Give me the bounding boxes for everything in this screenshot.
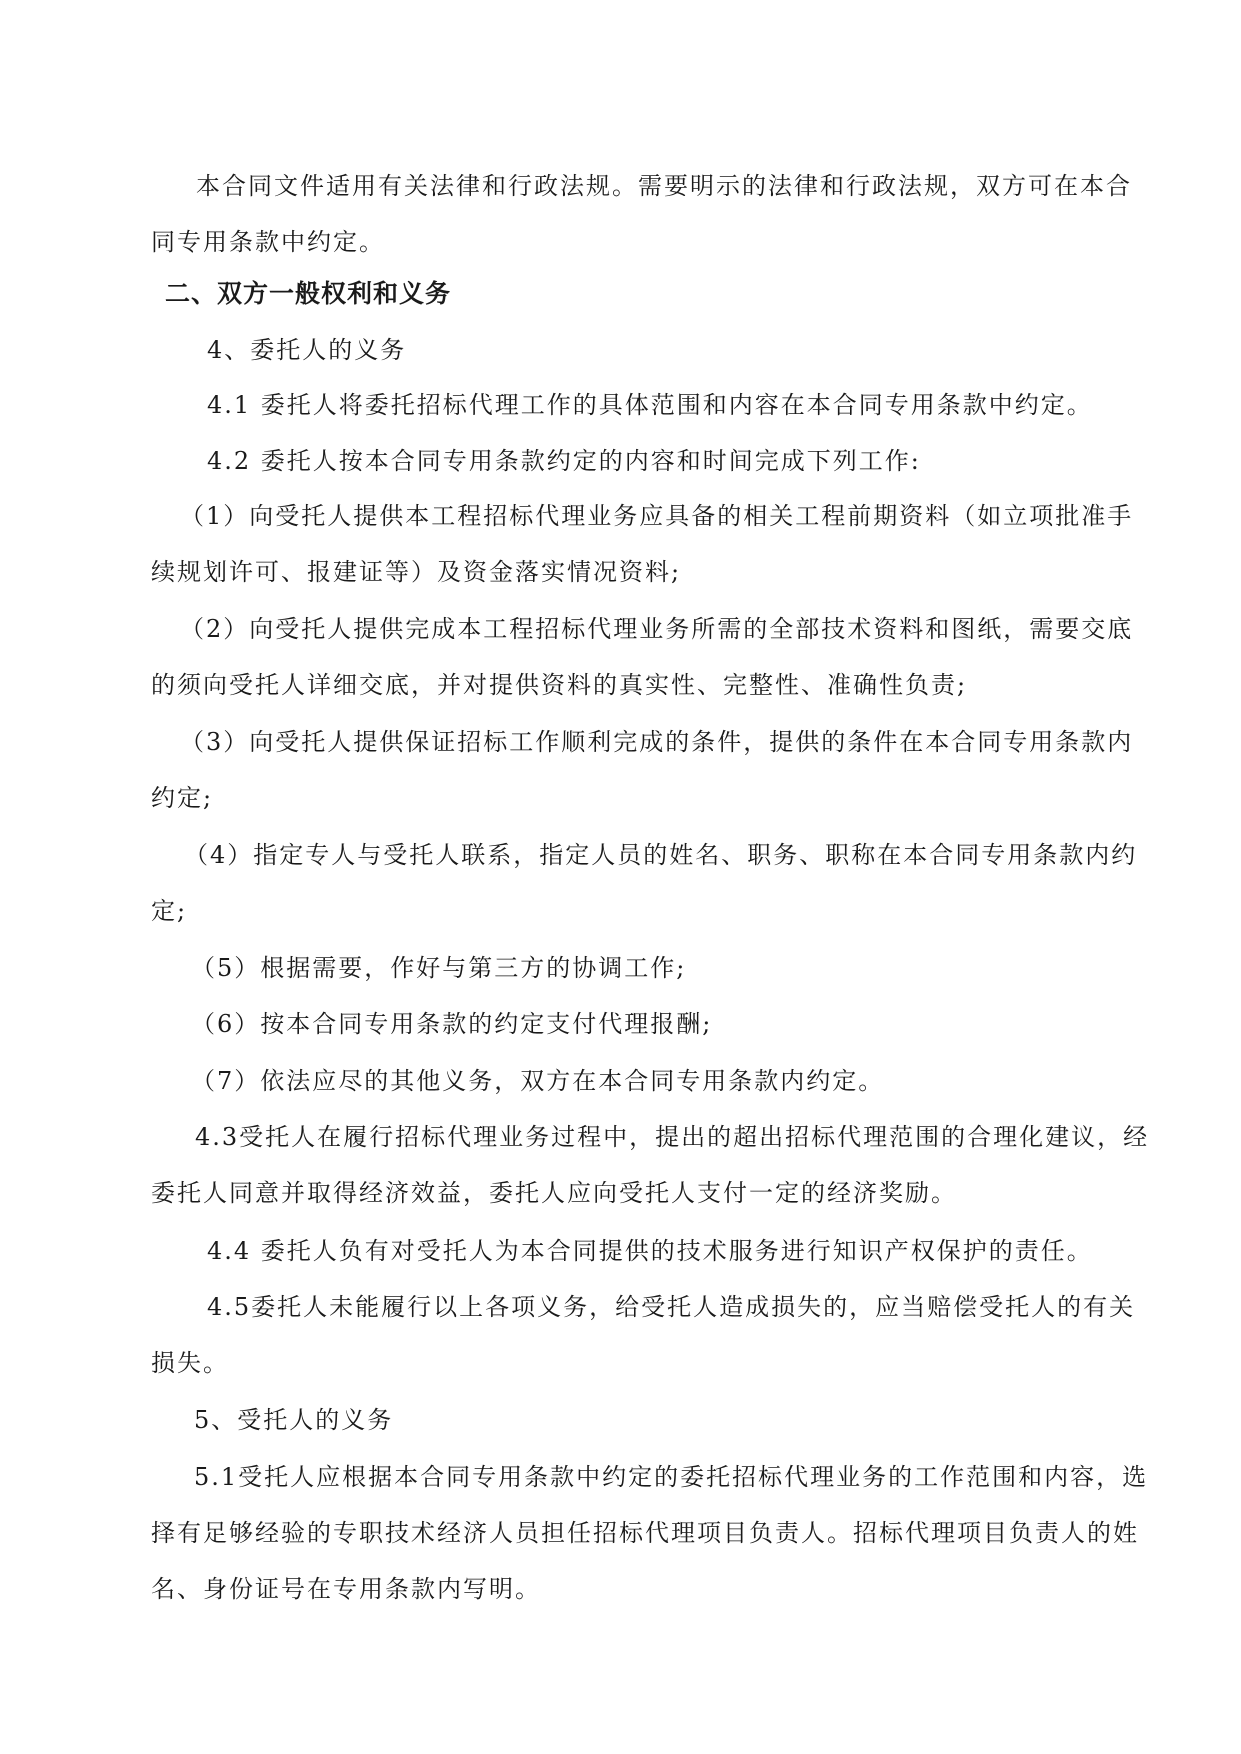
paragraph-4-2-item-5 (151, 940, 1111, 996)
paragraph-4-2-item-3 (151, 714, 1134, 826)
paragraph-4-5 (151, 1279, 1136, 1391)
text-line: 4.1 委托人将委托招标代理工作的具体范围和内容在本合同专用条款中约定。 (207, 391, 1093, 419)
paragraph-4-2-item-2 (151, 601, 1134, 713)
paragraph-applicable-law (151, 158, 1132, 270)
text-line: 续规划许可、报建证等）及资金落实情况资料; (151, 558, 682, 586)
text-line: 的须向受托人详细交底，并对提供资料的真实性、完整性、准确性负责; (151, 671, 968, 699)
text-line: 择有足够经验的专职技术经济人员担任招标代理项目负责人。招标代理项目负责人的姓 (151, 1519, 1139, 1547)
paragraph-4-4 (151, 1223, 1111, 1279)
text-line: 4.5委托人未能履行以上各项义务，给受托人造成损失的，应当赔偿受托人的有关 (207, 1293, 1136, 1321)
text-line: 4.2 委托人按本合同专用条款约定的内容和时间完成下列工作: (207, 447, 921, 475)
text-line: （1）向受托人提供本工程招标代理业务应具备的相关工程前期资料（如立项批准手 (180, 502, 1134, 530)
text-line: 4、委托人的义务 (207, 336, 407, 364)
paragraph-4-2-item-1 (151, 488, 1134, 600)
paragraph-client-obligations-title (151, 322, 1111, 378)
text-line: （6）按本合同专用条款的约定支付代理报酬; (191, 1010, 713, 1038)
paragraph-5-1 (151, 1449, 1149, 1617)
paragraph-4-2-item-6 (151, 996, 1111, 1052)
text-line: 同专用条款中约定。 (151, 228, 385, 256)
text-line: （7）依法应尽的其他义务，双方在本合同专用条款内约定。 (191, 1067, 885, 1095)
text-line: 5.1受托人应根据本合同专用条款中约定的委托招标代理业务的工作范围和内容，选 (194, 1463, 1149, 1491)
section-heading: 二、双方一般权利和义务 (165, 279, 452, 308)
text-line: 5、受托人的义务 (194, 1406, 394, 1434)
paragraph-4-2-item-7 (151, 1053, 1111, 1109)
text-line: 约定; (151, 784, 214, 812)
text-line: （4）指定专人与受托人联系，指定人员的姓名、职务、职称在本合同专用条款内约 (184, 841, 1138, 869)
paragraph-4-3 (151, 1109, 1150, 1221)
text-line: （5）根据需要，作好与第三方的协调工作; (191, 954, 687, 982)
paragraph-trustee-obligations-title (151, 1392, 1111, 1448)
text-line: （2）向受托人提供完成本工程招标代理业务所需的全部技术资料和图纸，需要交底 (180, 615, 1134, 643)
text-line: 委托人同意并取得经济效益，委托人应向受托人支付一定的经济奖励。 (151, 1179, 957, 1207)
paragraph-4-2 (151, 433, 1111, 489)
text-line: 4.3受托人在履行招标代理业务过程中，提出的超出招标代理范围的合理化建议，经 (195, 1123, 1150, 1151)
text-line: 4.4 委托人负有对受托人为本合同提供的技术服务进行知识产权保护的责任。 (207, 1237, 1093, 1265)
paragraph-4-1 (151, 377, 1111, 433)
text-line: 损失。 (151, 1349, 229, 1377)
text-line: 本合同文件适用有关法律和行政法规。需要明示的法律和行政法规，双方可在本合 (196, 172, 1132, 200)
text-line: 名、身份证号在专用条款内写明。 (151, 1575, 541, 1603)
text-line: 定; (151, 897, 188, 925)
text-line: （3）向受托人提供保证招标工作顺利完成的条件，提供的条件在本合同专用条款内 (180, 728, 1134, 756)
paragraph-4-2-item-4 (151, 827, 1138, 939)
